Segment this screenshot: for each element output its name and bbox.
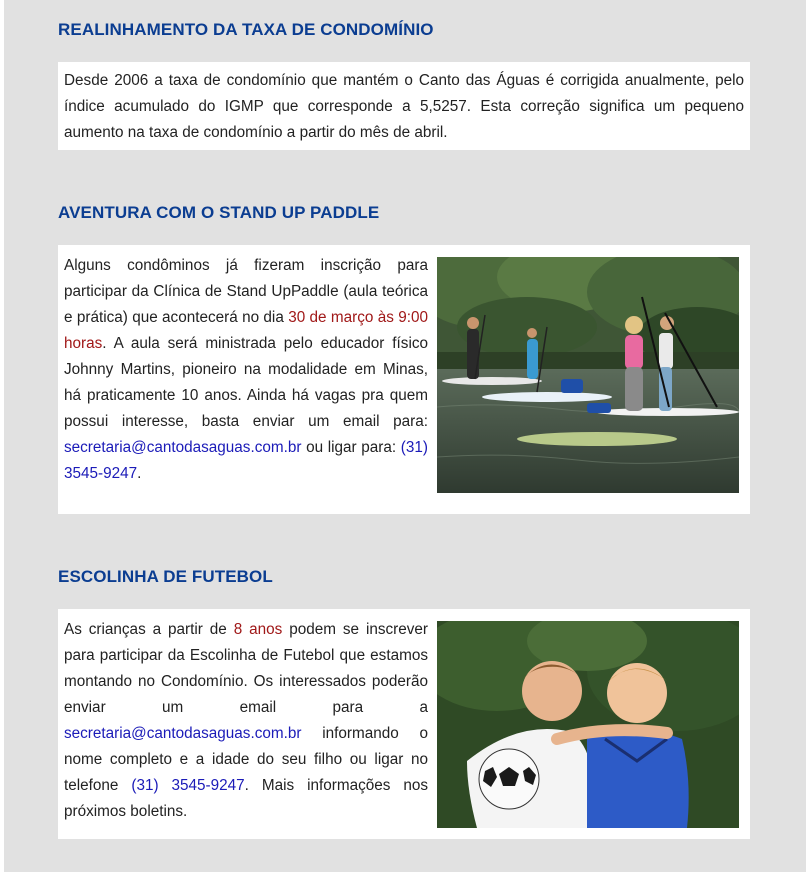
futebol-text-part: . Mais informações nos próximos boletins. — [64, 777, 429, 820]
paddle-text — [64, 253, 428, 487]
section-title-paddle: AVENTURA COM O STAND UP PADDLE — [58, 203, 380, 222]
futebol-text — [64, 617, 428, 825]
card-condominio — [58, 62, 750, 150]
card-paddle — [58, 245, 750, 514]
paddle-photo — [437, 257, 739, 493]
futebol-photo — [437, 621, 739, 828]
paddle-email-link[interactable]: secretaria@cantodasaguas.com.br — [64, 439, 302, 456]
condominio-text: Desde 2006 a taxa de condomínio que mantém o Canto das Águas é corrigida anualmente, pelo índice acumulado do IGMP que corresponde a 5,5257. Esta correção significa um pequeno aumento na taxa de condomínio a partir do mês de abril. — [64, 72, 744, 141]
futebol-email-link[interactable]: secretaria@cantodasaguas.com.br — [64, 725, 302, 742]
paddle-date: 30 de março às 9:00 horas — [64, 309, 428, 352]
futebol-text-part: podem se inscrever para participar da Escolinha de Futebol que estamos montando no Condomínio. Os interessados poderão enviar um email para a — [64, 621, 429, 716]
newsletter-page — [4, 0, 806, 872]
futebol-text-part: As crianças a partir de — [64, 621, 234, 638]
paddle-text-part: ou ligar para: — [301, 439, 401, 456]
futebol-text-part: informando o nome completo e a idade do seu filho ou ligar no telefone — [64, 725, 428, 794]
paddle-text-part: . A aula será ministrada pelo educador físico Johnny Martins, pioneiro na modalidade em Minas, há praticamente 10 anos. Ainda há vagas pra quem possui interesse, basta enviar um email para: — [64, 335, 428, 430]
futebol-phone: (31) 3545-9247 — [131, 777, 245, 794]
section-title-futebol: ESCOLINHA DE FUTEBOL — [58, 567, 273, 586]
paddle-phone: (31) 3545-9247 — [64, 439, 428, 482]
futebol-age: 8 anos — [233, 621, 283, 638]
section-title-condominio: REALINHAMENTO DA TAXA DE CONDOMÍNIO — [58, 20, 434, 39]
paddle-text-part: Alguns condôminos já fizeram inscrição para participar da Clínica de Stand UpPaddle (aula teórica e prática) que acontecerá no dia — [64, 257, 428, 326]
card-futebol — [58, 609, 750, 839]
paddle-text-part: . — [137, 465, 142, 482]
